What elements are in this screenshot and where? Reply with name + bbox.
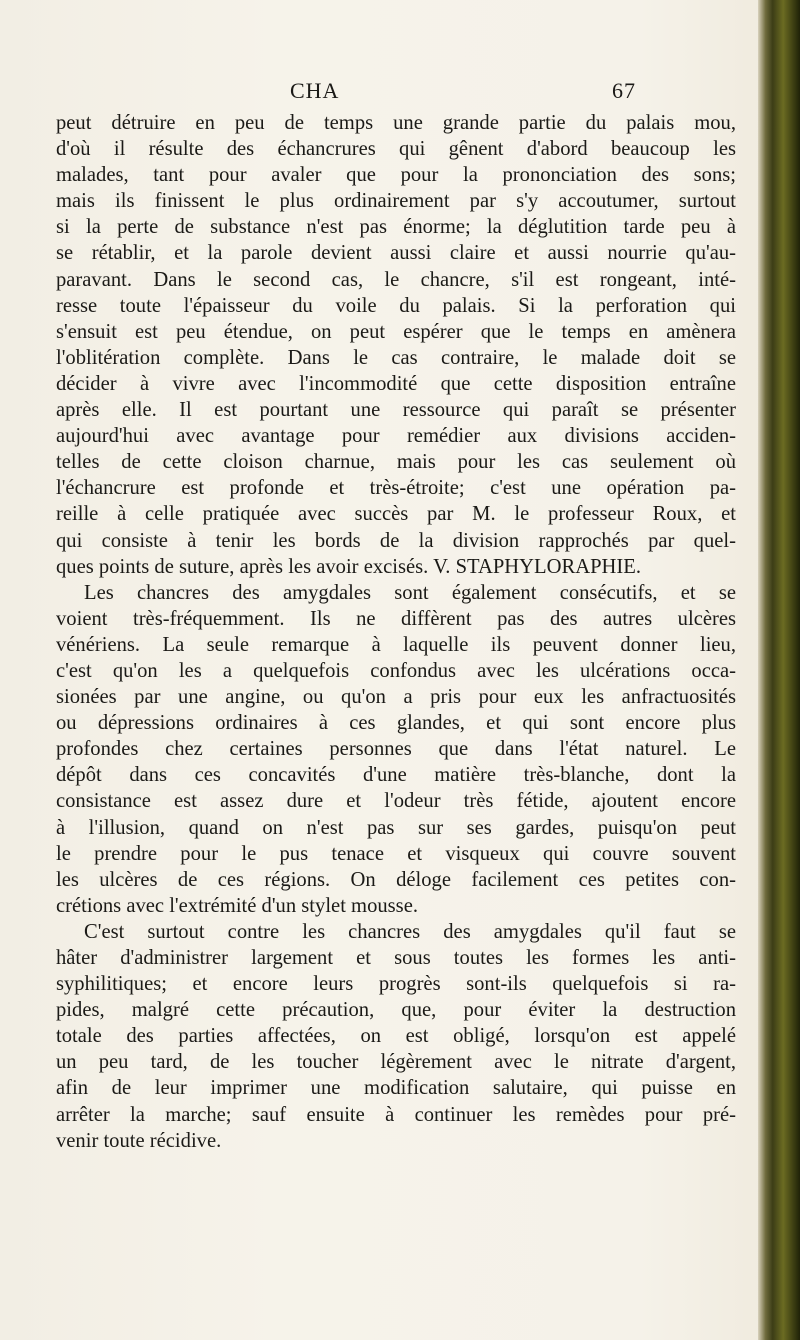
- running-header: [290, 78, 690, 108]
- text-line: vénériens. La seule remarque à laquelle ils peuvent donner lieu,: [56, 633, 736, 656]
- text-line: crétions avec l'extrémité d'un stylet mousse.: [56, 894, 418, 917]
- text-line: d'où il résulte des échancrures qui gênent d'abord beaucoup les: [56, 138, 736, 161]
- text-line: dépôt dans ces concavités d'une matière très-blanche, dont la: [56, 764, 736, 787]
- text-line: ou dépressions ordinaires à ces glandes, et qui sont encore plus: [56, 712, 736, 735]
- text-line: afin de leur imprimer une modification salutaire, qui puisse en: [56, 1077, 736, 1100]
- text-line: telles de cette cloison charnue, mais pour les cas seulement où: [56, 451, 736, 474]
- text-line: voient très-fréquemment. Ils ne diffèrent pas des autres ulcères: [56, 607, 736, 630]
- text-line: un peu tard, de les toucher légèrement avec le nitrate d'argent,: [56, 1051, 736, 1074]
- text-line: à l'illusion, quand on n'est pas sur ses gardes, puisqu'on peut: [56, 816, 736, 839]
- text-line: hâter d'administrer largement et sous toutes les formes les anti-: [56, 947, 736, 969]
- page-number: 67: [612, 78, 636, 103]
- text-line: c'est qu'on les a quelquefois confondus avec les ulcérations occa-: [56, 659, 736, 682]
- text-line: totale des parties affectées, on est obligé, lorsqu'on est appelé: [56, 1025, 736, 1048]
- text-line: décider à vivre avec l'incommodité que cette disposition entraîne: [56, 372, 736, 395]
- text-line: après elle. Il est pourtant une ressource qui paraît se présenter: [56, 399, 736, 422]
- text-line: paravant. Dans le second cas, le chancre, s'il est rongeant, inté-: [56, 268, 736, 291]
- text-line: qui consiste à tenir les bords de la division rapprochés par quel-: [56, 529, 736, 552]
- text-line: sionées par une angine, ou qu'on a pris pour eux les anfractuosités: [56, 686, 736, 709]
- book-edge: [758, 0, 800, 1340]
- text-line: consistance est assez dure et l'odeur très fétide, ajoutent encore: [56, 790, 736, 813]
- text-line: mais ils finissent le plus ordinairement par s'y accoutumer, surtout: [56, 190, 736, 213]
- text-line: aujourd'hui avec avantage pour remédier aux divisions acciden-: [56, 425, 736, 448]
- text-line: le prendre pour le pus tenace et visqueux qui couvre souvent: [56, 842, 736, 865]
- text-line: si la perte de substance n'est pas énorme; la déglutition tarde peu à: [56, 216, 736, 239]
- text-line: les ulcères de ces régions. On déloge facilement ces petites con-: [56, 868, 736, 891]
- text-line: reille à celle pratiquée avec succès par M. le professeur Roux, et: [56, 503, 736, 526]
- text-line: peut détruire en peu de temps une grande partie du palais mou,: [56, 112, 736, 134]
- text-line: se rétablir, et la parole devient aussi claire et aussi nourrie qu'au-: [56, 242, 736, 265]
- header-title: CHA: [290, 78, 340, 103]
- text-line: C'est surtout contre les chancres des amygdales qu'il faut se: [84, 920, 736, 943]
- text-line: ques points de suture, après les avoir excisés. V. STAPHYLORAPHIE.: [56, 555, 642, 578]
- text-line: resse toute l'épaisseur du voile du palais. Si la perforation qui: [56, 294, 736, 317]
- text-line: Les chancres des amygdales sont également consécutifs, et se: [84, 581, 736, 604]
- text-line: l'échancrure est profonde et très-étroite; c'est une opération pa-: [56, 477, 736, 500]
- body-text: [56, 110, 736, 1154]
- text-line: syphilitiques; et encore leurs progrès sont-ils quelquefois si ra-: [56, 973, 736, 996]
- text-line: pides, malgré cette précaution, que, pour éviter la destruction: [56, 999, 736, 1022]
- text-line: l'oblitération complète. Dans le cas contraire, le malade doit se: [56, 346, 736, 369]
- text-line: s'ensuit est peu étendue, on peut espérer que le temps en amènera: [56, 320, 736, 343]
- text-line: arrêter la marche; sauf ensuite à continuer les remèdes pour pré-: [56, 1103, 736, 1126]
- text-line: profondes chez certaines personnes que dans l'état naturel. Le: [56, 738, 736, 761]
- text-line: venir toute récidive.: [56, 1129, 222, 1152]
- text-line: malades, tant pour avaler que pour la prononciation des sons;: [56, 164, 736, 187]
